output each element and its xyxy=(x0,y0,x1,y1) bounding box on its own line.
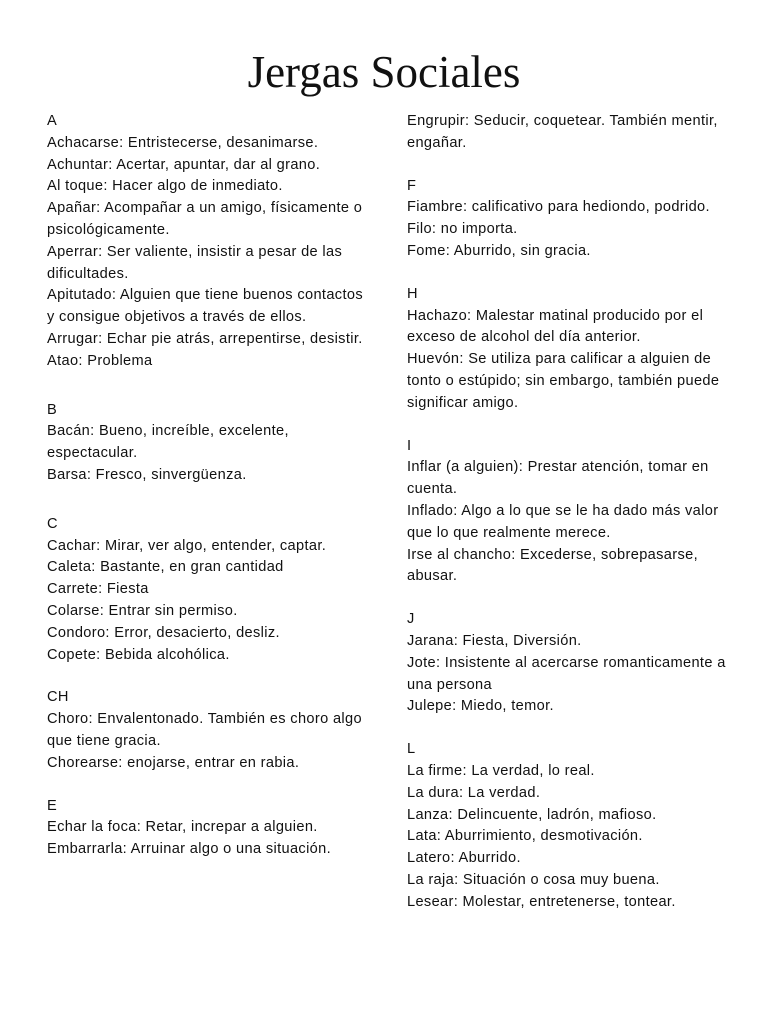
entry: Copete: Bebida alcohólica. xyxy=(47,646,230,663)
section-a xyxy=(47,111,367,373)
entry: Atao: Problema xyxy=(47,352,153,369)
left-column xyxy=(47,111,367,861)
entry: Arrugar: Echar pie atrás, arrepentirse, desistir. xyxy=(47,330,363,347)
section-spacer xyxy=(407,718,731,739)
section-spacer xyxy=(47,775,367,796)
section-ch xyxy=(47,687,367,774)
entry: Apañar: Acompañar a un amigo, físicamente o psicológicamente. xyxy=(47,200,363,238)
section-spacer xyxy=(47,666,367,687)
entry: Latero: Aburrido. xyxy=(407,850,521,867)
section-j xyxy=(407,609,731,718)
entry: Inflar (a alguien): Prestar atención, tomar en cuenta. xyxy=(407,459,709,498)
entry: La firme: La verdad, lo real. xyxy=(407,762,595,779)
section-e-continued xyxy=(407,111,731,155)
entry: Al toque: Hacer algo de inmediato. xyxy=(47,178,283,195)
entry: Cachar: Mirar, ver algo, entender, captar. xyxy=(47,537,327,554)
entry: Lanza: Delincuente, ladrón, mafioso. xyxy=(407,806,657,823)
section-letter: F xyxy=(407,177,417,194)
right-column xyxy=(407,111,731,914)
entry: Fome: Aburrido, sin gracia. xyxy=(407,242,591,259)
entry: Hachazo: Malestar matinal producido por el exceso de alcohol del día anterior. xyxy=(407,307,704,346)
entry: Embarrarla: Arruinar algo o una situación. xyxy=(47,841,332,858)
entry: Achacarse: Entristecerse, desanimarse. xyxy=(47,134,319,151)
section-letter: L xyxy=(407,741,416,758)
section-f xyxy=(407,176,731,263)
entry: Condoro: Error, desacierto, desliz. xyxy=(47,624,280,641)
section-h xyxy=(407,284,731,415)
section-l xyxy=(407,739,731,913)
section-spacer xyxy=(47,487,367,514)
section-letter: A xyxy=(47,113,58,129)
entry: Lesear: Molestar, entretenerse, tontear. xyxy=(407,893,676,910)
entry: Filo: no importa. xyxy=(407,221,518,238)
section-i xyxy=(407,436,731,589)
entry: Jarana: Fiesta, Diversión. xyxy=(407,632,582,649)
entry: Jote: Insistente al acercarse romanticamente a una persona xyxy=(407,654,726,693)
entry: Lata: Aburrimiento, desmotivación. xyxy=(407,828,643,845)
section-letter: B xyxy=(47,401,58,418)
section-b xyxy=(47,400,367,487)
entry: Julepe: Miedo, temor. xyxy=(407,698,554,715)
entry: Bacán: Bueno, increíble, excelente, espectacular. xyxy=(47,423,289,462)
entry: Irse al chancho: Excederse, sobrepasarse, abusar. xyxy=(407,546,698,585)
section-spacer xyxy=(407,263,731,284)
entry: La raja: Situación o cosa muy buena. xyxy=(407,871,660,888)
section-spacer xyxy=(407,155,731,176)
section-c xyxy=(47,514,367,667)
section-letter: H xyxy=(407,285,418,302)
entry: Chorearse: enojarse, entrar en rabia. xyxy=(47,754,300,771)
entry: Echar la foca: Retar, increpar a alguien. xyxy=(47,819,318,836)
page-title: Jergas Sociales xyxy=(247,47,521,97)
section-e xyxy=(47,796,367,861)
section-letter: CH xyxy=(47,689,69,706)
entry: Colarse: Entrar sin permiso. xyxy=(47,602,238,619)
entry: Huevón: Se utiliza para calificar a alguien de tonto o estúpido; sin embargo, también puede significar amigo. xyxy=(407,351,720,411)
entry: La dura: La verdad. xyxy=(407,784,541,801)
entry: Inflado: Algo a lo que se le ha dado más valor que lo que realmente merece. xyxy=(407,502,719,541)
section-spacer xyxy=(407,588,731,609)
section-letter: J xyxy=(407,611,415,628)
section-letter: E xyxy=(47,797,58,814)
entry: Aperrar: Ser valiente, insistir a pesar de las dificultades. xyxy=(47,243,343,282)
entry: Fiambre: calificativo para hediondo, podrido. xyxy=(407,199,710,216)
section-spacer xyxy=(407,415,731,436)
entry: Achuntar: Acertar, apuntar, dar al grano. xyxy=(47,156,321,173)
entry: Apitutado: Alguien que tiene buenos contactos y consigue objetivos a través de ellos. xyxy=(47,287,363,326)
entry: Barsa: Fresco, sinvergüenza. xyxy=(47,466,247,483)
entry: Carrete: Fiesta xyxy=(47,581,149,598)
entry: Choro: Envalentonado. También es choro algo que tiene gracia. xyxy=(47,711,362,749)
section-spacer xyxy=(47,373,367,400)
section-letter: C xyxy=(47,515,58,532)
entry: Caleta: Bastante, en gran cantidad xyxy=(47,559,284,576)
entry: Engrupir: Seducir, coquetear. También mentir, engañar. xyxy=(407,113,718,151)
section-letter: I xyxy=(407,437,412,454)
